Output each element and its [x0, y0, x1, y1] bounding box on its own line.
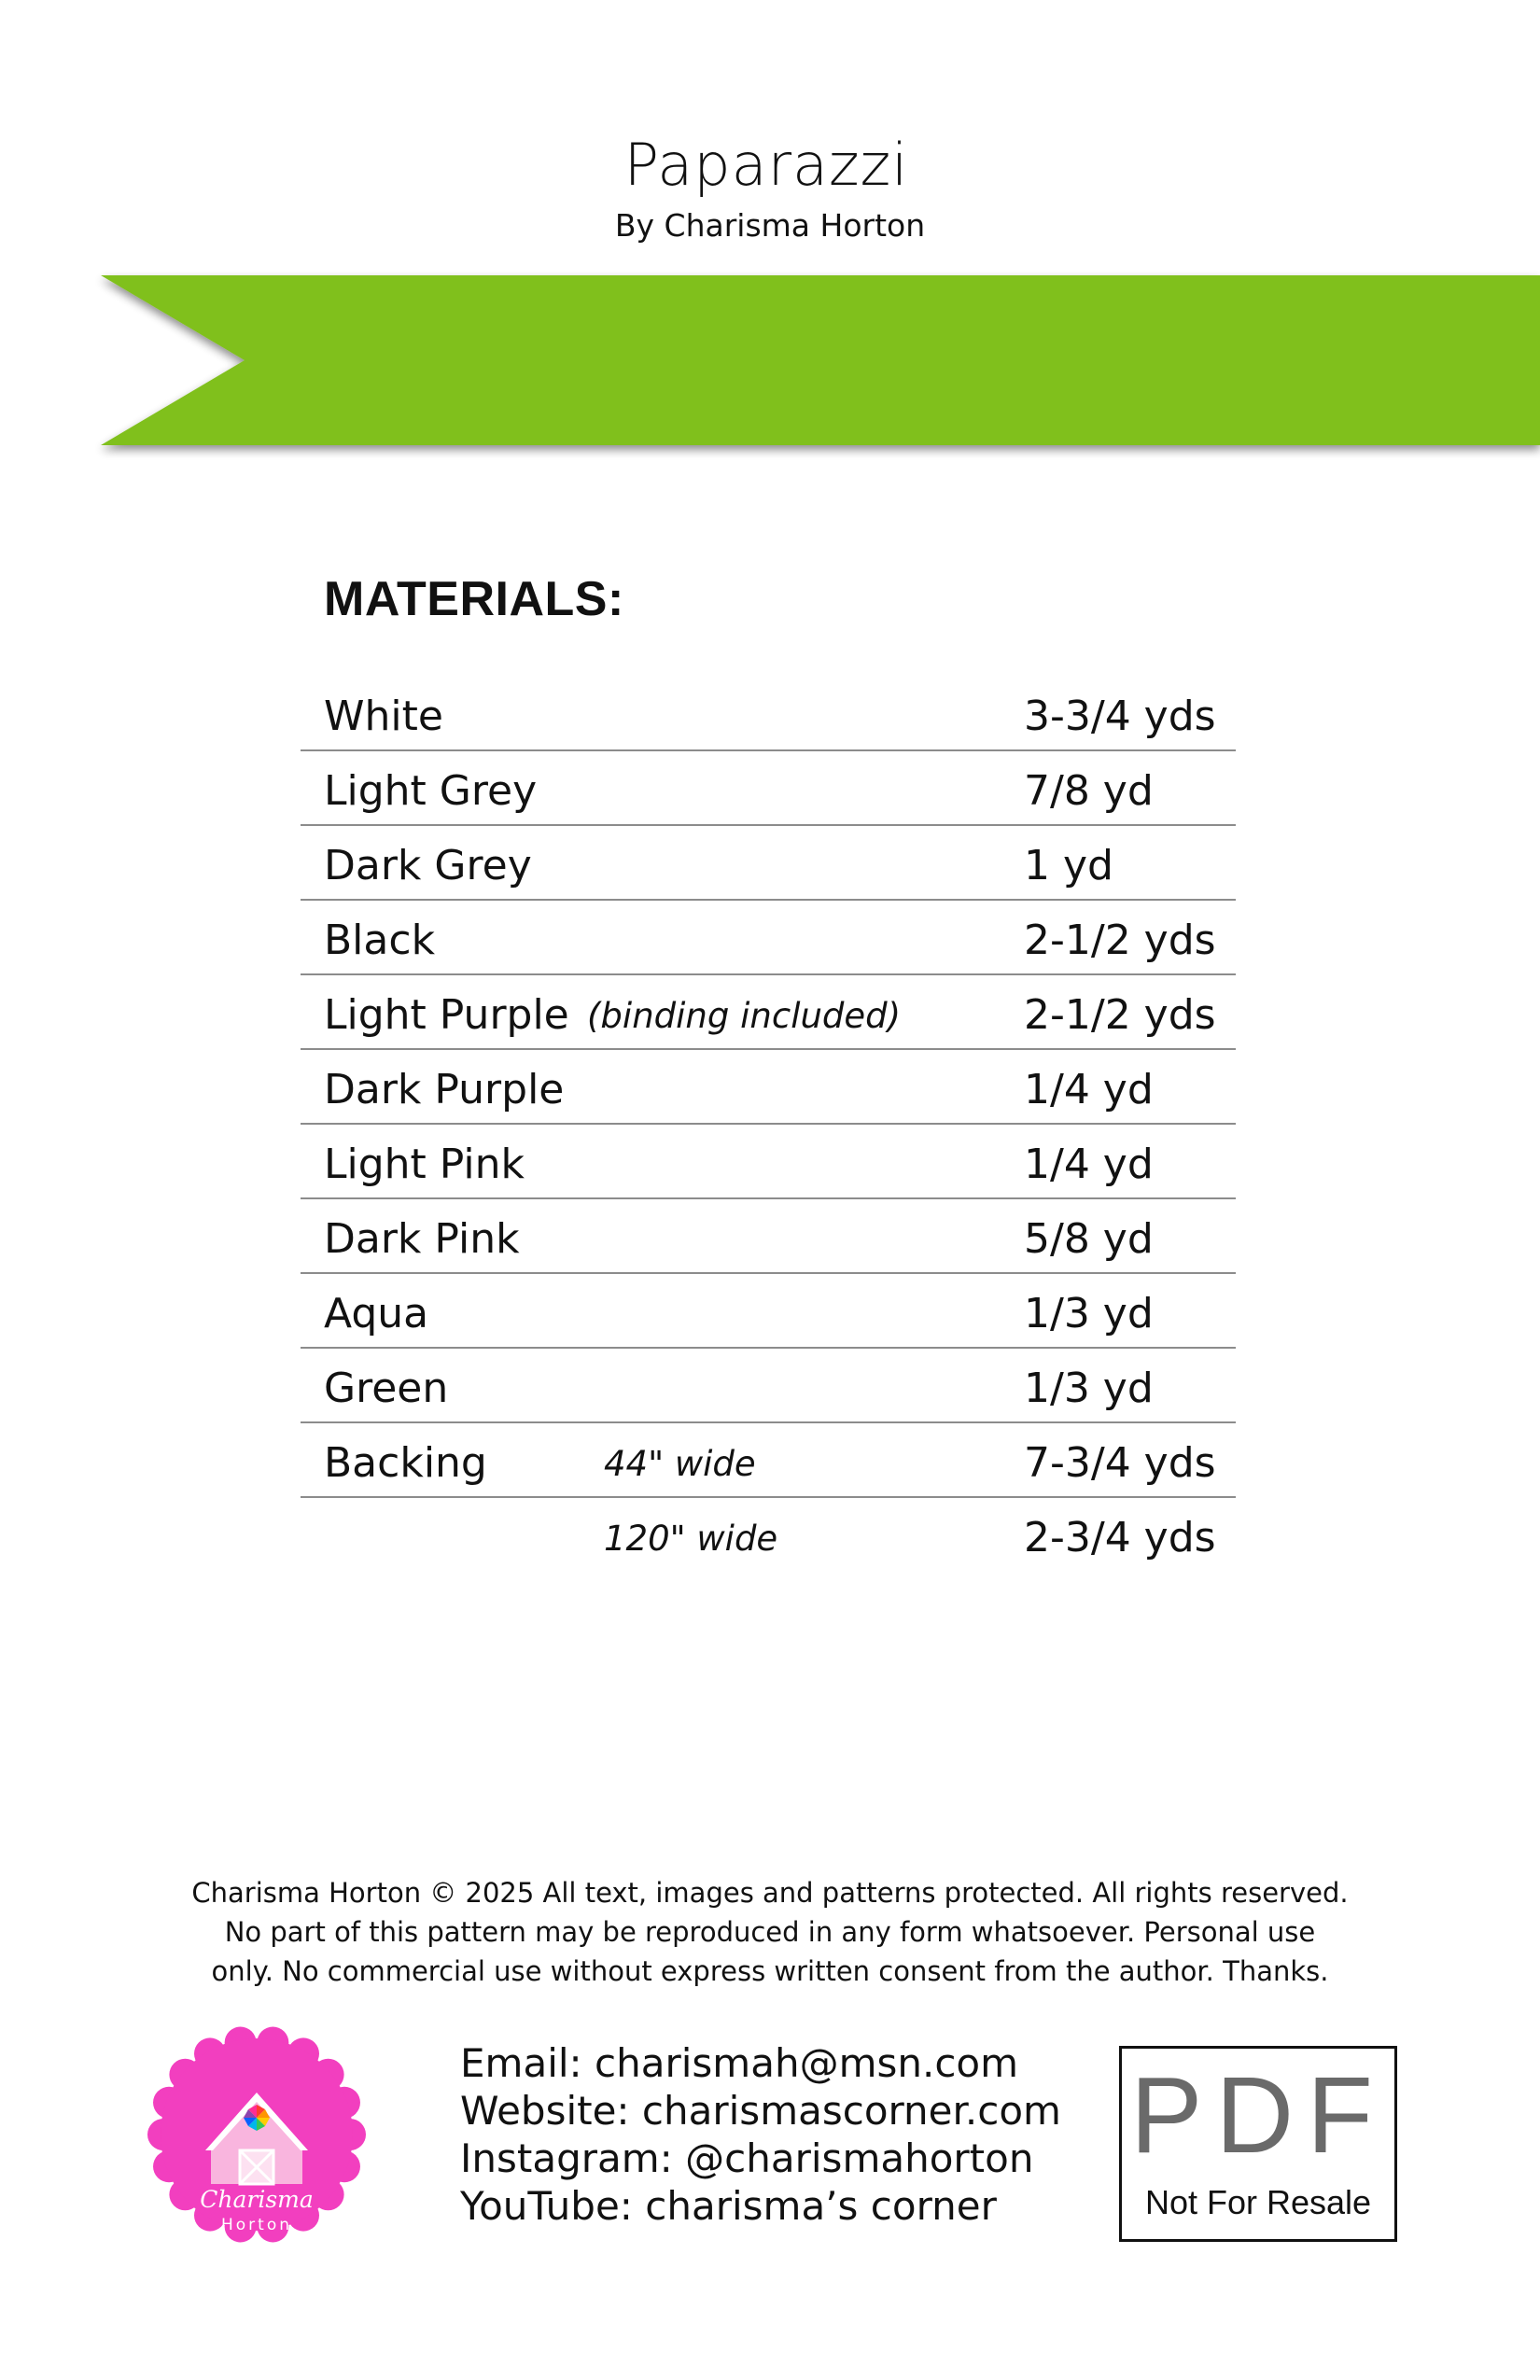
materials-row	[301, 1423, 1236, 1498]
fabric-quantity: 7/8 yd	[1024, 767, 1154, 815]
fabric-name: Dark Purple	[324, 1066, 565, 1113]
fabric-name: Light Purple	[324, 991, 569, 1039]
materials-heading: MATERIALS:	[324, 572, 624, 626]
fabric-note: (binding included)	[587, 996, 902, 1036]
contact-info	[460, 2039, 1061, 2230]
fabric-name: White	[324, 693, 443, 740]
fabric-name: Green	[324, 1365, 449, 1412]
fabric-quantity: 1/3 yd	[1024, 1290, 1154, 1337]
fabric-quantity: 3-3/4 yds	[1024, 693, 1216, 740]
contact-email: Email: charismah@msn.com	[460, 2040, 1019, 2086]
charisma-horton-logo	[147, 2025, 366, 2244]
copyright-notice	[0, 1873, 1540, 1991]
fabric-name: Light Grey	[324, 767, 538, 815]
fabric-quantity: 5/8 yd	[1024, 1215, 1154, 1263]
materials-row	[301, 1498, 1236, 1571]
materials-row	[301, 677, 1236, 751]
fabric-quantity: 7-3/4 yds	[1024, 1439, 1216, 1487]
page-subtitle: By Charisma Horton	[614, 207, 926, 244]
fabric-quantity: 1/4 yd	[1024, 1141, 1154, 1188]
materials-row	[301, 901, 1236, 975]
fabric-note: 120" wide	[604, 1519, 778, 1559]
fabric-name: Backing	[324, 1439, 487, 1487]
contact-website: Website: charismascorner.com	[460, 2088, 1061, 2134]
logo-text-charisma: Charisma	[200, 2186, 314, 2213]
materials-row	[301, 975, 1236, 1050]
materials-row	[301, 826, 1236, 901]
fabric-quantity: 2-1/2 yds	[1024, 991, 1216, 1039]
materials-row	[301, 751, 1236, 826]
materials-row	[301, 1274, 1236, 1349]
fabric-quantity: 2-1/2 yds	[1024, 917, 1216, 964]
fabric-name: Black	[324, 917, 436, 964]
fabric-name: Dark Grey	[324, 842, 532, 889]
copyright-line: Charisma Horton © 2025 All text, images and patterns protected. All rights reserved.	[191, 1877, 1349, 1909]
copyright-line: No part of this pattern may be reproduced in any form whatsoever. Personal use	[224, 1916, 1316, 1948]
materials-row	[301, 1050, 1236, 1125]
fabric-name: Light Pink	[324, 1141, 525, 1188]
materials-row	[301, 1199, 1236, 1274]
materials-table	[301, 677, 1236, 1571]
fabric-quantity: 1 yd	[1024, 842, 1113, 889]
green-banner	[0, 266, 1540, 462]
not-for-resale-label: Not For Resale	[1144, 2183, 1372, 2221]
materials-row	[301, 1125, 1236, 1199]
pdf-not-for-resale-stamp	[1119, 2046, 1397, 2242]
copyright-line: only. No commercial use without express written consent from the author. Thanks.	[211, 1955, 1329, 1987]
fabric-name: Dark Pink	[324, 1215, 520, 1263]
fabric-quantity: 1/3 yd	[1024, 1365, 1154, 1412]
contact-youtube: YouTube: charisma’s corner	[460, 2183, 997, 2229]
contact-instagram: Instagram: @charismahorton	[460, 2135, 1034, 2181]
page-title: Paparazzi	[623, 131, 909, 199]
pdf-label: PDF	[1130, 2054, 1386, 2176]
fabric-note: 44" wide	[604, 1444, 756, 1484]
fabric-name: Aqua	[324, 1290, 429, 1337]
logo-text-horton: Horton	[220, 2216, 293, 2234]
fabric-quantity: 2-3/4 yds	[1024, 1514, 1216, 1561]
materials-row	[301, 1349, 1236, 1423]
fabric-quantity: 1/4 yd	[1024, 1066, 1154, 1113]
